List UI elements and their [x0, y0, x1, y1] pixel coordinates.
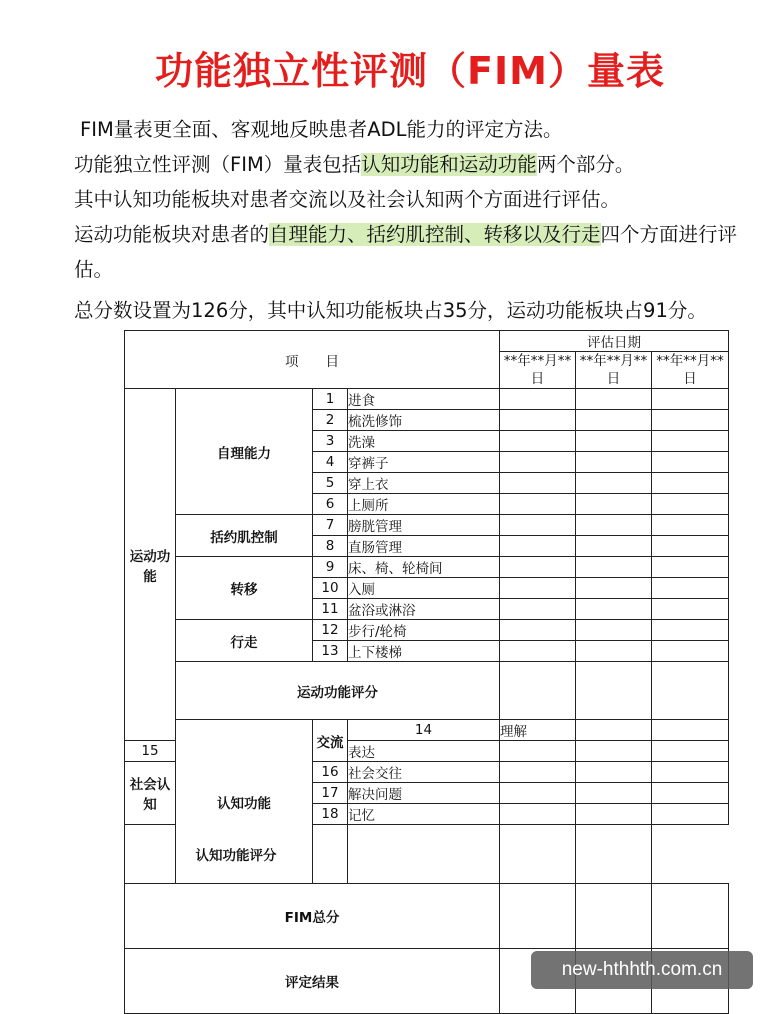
highlighted-text: 自理能力、括约肌控制、转移以及行走	[269, 223, 601, 246]
intro-text: 四个方面进行评估。	[74, 223, 738, 281]
score-cell[interactable]	[348, 825, 500, 884]
item-label: 穿上衣	[348, 473, 500, 494]
item-number: 17	[313, 783, 348, 804]
score-cell[interactable]	[576, 741, 652, 762]
item-label: 穿裤子	[348, 452, 500, 473]
item-label: 盆浴或淋浴	[348, 599, 500, 620]
item-label: 直肠管理	[348, 536, 500, 557]
score-cell[interactable]	[500, 662, 576, 720]
score-cell[interactable]	[576, 783, 652, 804]
score-cell[interactable]	[576, 536, 652, 557]
score-cell[interactable]	[652, 620, 729, 641]
score-cell[interactable]	[500, 620, 576, 641]
score-cell[interactable]	[500, 536, 576, 557]
group-transfer: 转移	[176, 557, 313, 620]
score-cell[interactable]	[652, 431, 729, 452]
score-cell[interactable]	[652, 762, 729, 783]
intro-line-1: FIM量表更全面、客观地反映患者ADL能力的评定方法。	[80, 118, 563, 141]
score-cell[interactable]	[576, 389, 652, 410]
item-number: 11	[313, 599, 348, 620]
score-cell[interactable]	[500, 431, 576, 452]
highlighted-text: 认知功能和运动功能	[361, 153, 537, 176]
intro-line-2	[74, 147, 764, 182]
item-label: 社会交往	[348, 762, 500, 783]
score-cell[interactable]	[652, 410, 729, 431]
group-communication: 交流	[313, 720, 348, 762]
score-cell[interactable]	[576, 620, 652, 641]
score-cell[interactable]	[500, 452, 576, 473]
item-number: 18	[313, 804, 348, 825]
fim-table	[124, 330, 729, 1014]
cognitive-score-label: 认知功能评分	[125, 825, 348, 884]
item-number: 16	[313, 762, 348, 783]
item-label: 洗澡	[348, 431, 500, 452]
score-cell[interactable]	[576, 762, 652, 783]
item-number: 1	[313, 389, 348, 410]
item-label: 进食	[348, 389, 500, 410]
score-cell[interactable]	[652, 662, 729, 720]
item-label: 入厕	[348, 578, 500, 599]
item-number: 4	[313, 452, 348, 473]
score-cell[interactable]	[652, 804, 729, 825]
section-cognitive: 认知功能	[176, 720, 313, 884]
item-label: 膀胱管理	[348, 515, 500, 536]
score-cell[interactable]	[652, 741, 729, 762]
item-number: 7	[313, 515, 348, 536]
group-self-care: 自理能力	[176, 389, 313, 515]
item-label: 上厕所	[348, 494, 500, 515]
score-cell[interactable]	[576, 473, 652, 494]
item-number: 13	[313, 641, 348, 662]
score-cell[interactable]	[652, 884, 729, 949]
score-cell[interactable]	[500, 741, 576, 762]
score-cell[interactable]	[500, 494, 576, 515]
item-number: 6	[313, 494, 348, 515]
score-cell[interactable]	[576, 557, 652, 578]
group-sphincter: 括约肌控制	[176, 515, 313, 557]
score-cell[interactable]	[652, 557, 729, 578]
item-number: 5	[313, 473, 348, 494]
score-cell[interactable]	[576, 431, 652, 452]
score-cell[interactable]	[576, 825, 652, 884]
group-social: 社会认知	[125, 762, 176, 825]
item-label: 记忆	[348, 804, 500, 825]
motor-score-label: 运动功能评分	[176, 662, 500, 720]
section-motor: 运动功能	[125, 389, 176, 741]
score-cell[interactable]	[576, 804, 652, 825]
score-cell[interactable]	[652, 783, 729, 804]
score-cell[interactable]	[500, 825, 576, 884]
intro-line-3: 其中认知功能板块对患者交流以及社会认知两个方面进行评估。	[74, 188, 621, 211]
score-cell[interactable]	[500, 762, 576, 783]
item-number: 12	[313, 620, 348, 641]
item-number: 3	[313, 431, 348, 452]
score-cell[interactable]	[576, 720, 652, 741]
score-cell[interactable]	[652, 494, 729, 515]
score-cell[interactable]	[576, 494, 652, 515]
result-label: 评定结果	[125, 949, 500, 1014]
score-cell[interactable]	[576, 884, 652, 949]
item-label: 梳洗修饰	[348, 410, 500, 431]
date-cell[interactable]: **年**月**日	[576, 352, 652, 389]
score-cell[interactable]	[500, 599, 576, 620]
score-cell[interactable]	[500, 884, 576, 949]
item-label: 理解	[500, 720, 576, 741]
item-label: 表达	[348, 741, 500, 762]
score-cell[interactable]	[500, 410, 576, 431]
score-cell[interactable]	[500, 783, 576, 804]
date-cell[interactable]: **年**月**日	[652, 352, 729, 389]
score-cell[interactable]	[652, 452, 729, 473]
score-cell[interactable]	[652, 641, 729, 662]
watermark: new-hthhth.com.cn	[531, 951, 753, 989]
intro-text: 两个部分。	[536, 153, 635, 176]
score-cell[interactable]	[576, 452, 652, 473]
intro-text: 运动功能板块对患者的	[74, 223, 270, 246]
score-cell[interactable]	[500, 389, 576, 410]
score-cell[interactable]	[652, 473, 729, 494]
page-title: 功能独立性评测（FIM）量表	[155, 49, 665, 93]
score-cell[interactable]	[652, 515, 729, 536]
score-cell[interactable]	[500, 473, 576, 494]
score-cell[interactable]	[652, 578, 729, 599]
score-cell[interactable]	[576, 662, 652, 720]
score-cell[interactable]	[652, 720, 729, 741]
date-cell[interactable]: **年**月**日	[500, 352, 576, 389]
score-cell[interactable]	[576, 599, 652, 620]
score-cell[interactable]	[500, 578, 576, 599]
item-number: 2	[313, 410, 348, 431]
item-number: 8	[313, 536, 348, 557]
score-cell[interactable]	[652, 536, 729, 557]
header-item: 项 目	[125, 331, 500, 389]
score-cell[interactable]	[576, 515, 652, 536]
header-dates: 评估日期	[500, 331, 729, 352]
intro-line-4	[74, 217, 764, 287]
score-cell[interactable]	[652, 389, 729, 410]
item-number: 14	[348, 720, 500, 741]
item-label: 上下楼梯	[348, 641, 500, 662]
intro-line-5: 总分数设置为126分，其中认知功能板块占35分，运动功能板块占91分。	[74, 299, 707, 322]
item-number: 9	[313, 557, 348, 578]
score-cell[interactable]	[576, 410, 652, 431]
score-cell[interactable]	[576, 641, 652, 662]
intro-text: 功能独立性评测（FIM）量表包括	[74, 153, 362, 176]
fim-total-label: FIM总分	[125, 884, 500, 949]
score-cell[interactable]	[500, 804, 576, 825]
item-label: 解决问题	[348, 783, 500, 804]
item-number: 15	[125, 741, 176, 762]
score-cell[interactable]	[500, 557, 576, 578]
item-label: 床、椅、轮椅间	[348, 557, 500, 578]
item-label: 步行/轮椅	[348, 620, 500, 641]
score-cell[interactable]	[500, 515, 576, 536]
score-cell[interactable]	[576, 578, 652, 599]
score-cell[interactable]	[652, 599, 729, 620]
score-cell[interactable]	[500, 641, 576, 662]
item-number: 10	[313, 578, 348, 599]
group-walk: 行走	[176, 620, 313, 662]
